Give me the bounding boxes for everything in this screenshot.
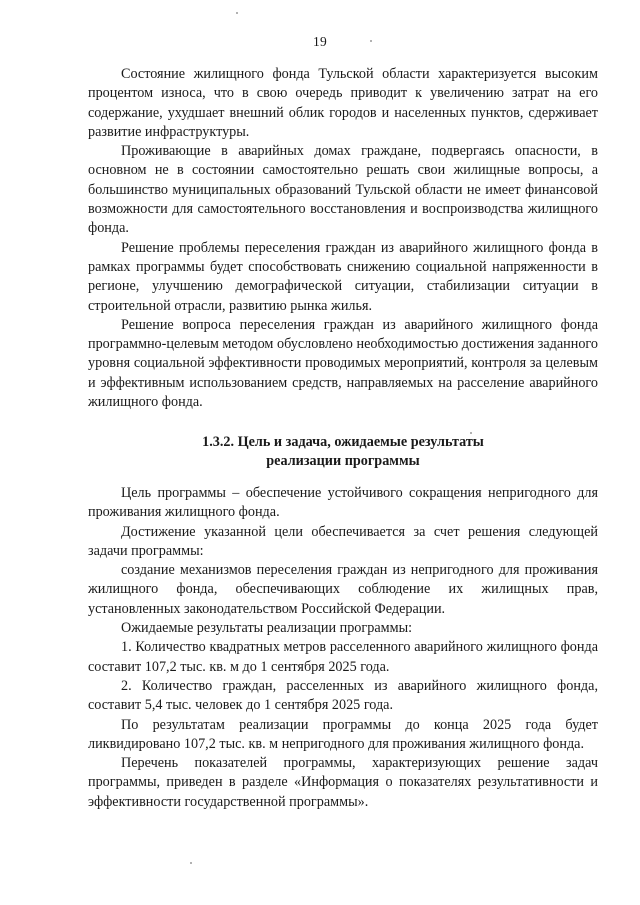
body-text-top [88, 65, 598, 412]
section-heading-line-1: 1.3.2. Цель и задача, ожидаемые результаты [202, 434, 484, 450]
paragraph-program-method: Решение вопроса переселения граждан из аварийного жилищного фонда программно-целевым методом обусловлено необходимостью достижения заданного уровня социальной эффективности проводимых мероприятий, контроля за целевым и эффективным использованием средств, направляемых на расселение аварийного жилищного фонда. [88, 316, 598, 411]
section-heading-line-2: реализации программы [266, 453, 420, 470]
scan-speck [470, 432, 472, 434]
scan-speck [370, 40, 372, 42]
scan-speck [236, 12, 238, 14]
paragraph-goal-achievement: Достижение указанной цели обеспечивается за счет решения следующей задачи программы: [88, 523, 598, 559]
paragraph-result-citizens: 2. Количество граждан, расселенных из аварийного жилищного фонда, составит 5,4 тыс. человек до 1 сентября 2025 года. [88, 677, 598, 714]
scan-speck [190, 862, 192, 864]
paragraph-resettlement-solution: Решение проблемы переселения граждан из аварийного жилищного фонда в рамках программы будет способствовать снижению социальной напряженности в регионе, улучшению демографической ситуации, стабилизации ситуации в строительной отрасли, развитию рынка жилья. [88, 239, 598, 314]
paragraph-program-task: создание механизмов переселения граждан из непригодного для проживания жилищного фонда, обеспечивающих соблюдение их жилищных прав, установленных законодательством Российской Федерации. [88, 562, 598, 617]
paragraph-result-square-meters: 1. Количество квадратных метров расселенного аварийного жилищного фонда составит 107,2 тыс. кв. м до 1 сентября 2025 года. [88, 639, 598, 675]
body-text-bottom [88, 484, 598, 812]
paragraph-emergency-residents: Проживающие в аварийных домах граждане, подвергаясь опасности, в основном не в состоянии самостоятельно решать свои жилищные вопросы, а большинство муниципальных образований Тульской области не имеет финансовой возможности для самостоятельного восстановления и воспроизводства жилищного фонда. [88, 143, 598, 237]
paragraph-liquidation-result: По результатам реализации программы до конца 2025 года будет ликвидировано 107,2 тыс. кв. м непригодного для проживания жилищного фонда. [88, 716, 598, 752]
page-number: 19 [313, 34, 327, 49]
section-heading [88, 433, 598, 472]
paragraph-program-goal: Цель программы – обеспечение устойчивого сокращения непригодного для проживания жилищного фонда. [88, 485, 598, 521]
paragraph-expected-results-intro: Ожидаемые результаты реализации программы: [121, 620, 413, 637]
paragraph-housing-wear: Состояние жилищного фонда Тульской области характеризуется высоким процентом износа, что в свою очередь приводит к увеличению затрат на его содержание, ухудшает внешний облик городов и населенных пунктов, сдерживает развитие инфраструктуры. [88, 66, 598, 140]
paragraph-indicators-reference: Перечень показателей программы, характеризующих решение задач программы, приведен в разделе «Информация о показателях результативности и эффективности государственной программы». [88, 755, 598, 810]
